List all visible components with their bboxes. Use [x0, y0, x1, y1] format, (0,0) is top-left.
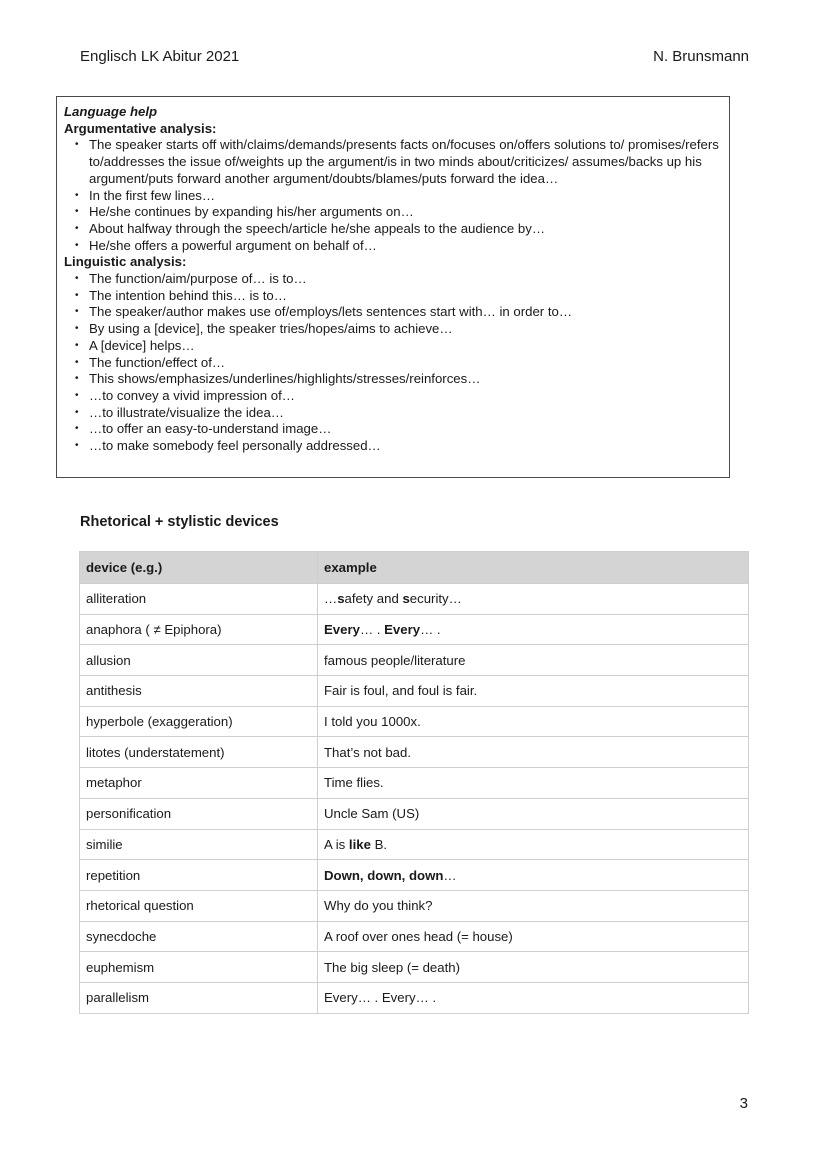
page-number: 3: [739, 1095, 748, 1112]
example-cell: [318, 798, 749, 829]
example-text: Time flies.: [324, 775, 384, 791]
example-text: A roof over ones head (= house): [324, 928, 513, 944]
device-cell: similie: [80, 829, 318, 860]
device-cell: synecdoche: [80, 921, 318, 952]
example-text: B.: [370, 836, 388, 852]
list-item: • The speaker starts off with/claims/demands/presents facts on/focuses on/offers solutions to/ promises/refers to/addresses the issue of/weights up the argument/is in two minds about/criticizes/ assumes/backs up his argument/puts forward another argument/doubts/blames/puts forward the idea…: [64, 137, 719, 187]
list-item: • …to illustrate/visualize the idea…: [64, 405, 719, 422]
table-row: [80, 614, 749, 645]
device-cell: parallelism: [80, 982, 318, 1013]
header-course-title: Englisch LK Abitur 2021: [80, 48, 240, 65]
device-cell: euphemism: [80, 952, 318, 983]
device-cell: personification: [80, 798, 318, 829]
example-cell: [318, 921, 749, 952]
list-item: • This shows/emphasizes/underlines/highlights/stresses/reinforces…: [64, 371, 719, 388]
argumentative-heading: Argumentative analysis:: [64, 120, 217, 136]
header-author: N. Brunsmann: [653, 48, 749, 65]
example-emphasis: Every: [384, 622, 421, 638]
device-cell: litotes (understatement): [80, 737, 318, 768]
example-cell: [318, 706, 749, 737]
device-cell: rhetorical question: [80, 890, 318, 921]
table-header-row: [80, 552, 749, 584]
table-row: [80, 768, 749, 799]
column-header-device: device (e.g.): [80, 552, 318, 584]
list-item: • The speaker/author makes use of/employs/lets sentences start with… in order to…: [64, 304, 719, 321]
linguistic-list: [64, 271, 719, 455]
table-row: [80, 921, 749, 952]
example-cell: [318, 614, 749, 645]
device-cell: anaphora ( ≠ Epiphora): [80, 614, 318, 645]
example-cell: [318, 645, 749, 676]
list-item: • …to convey a vivid impression of…: [64, 388, 719, 405]
list-item: • …to offer an easy-to-understand image…: [64, 421, 719, 438]
example-text: Every… . Every… .: [324, 990, 437, 1006]
example-text: That’s not bad.: [324, 744, 411, 760]
list-item: • …to make somebody feel personally addressed…: [64, 438, 719, 455]
example-cell: [318, 829, 749, 860]
list-item: • About halfway through the speech/article he/she appeals to the audience by…: [64, 221, 719, 238]
table-row: [80, 676, 749, 707]
device-cell: alliteration: [80, 584, 318, 615]
example-text: Fair is foul, and foul is fair.: [324, 683, 478, 699]
example-emphasis: Down, down, down: [324, 867, 444, 883]
table-row: [80, 952, 749, 983]
language-help-box: [56, 96, 730, 478]
device-cell: hyperbole (exaggeration): [80, 706, 318, 737]
linguistic-heading: Linguistic analysis:: [64, 254, 187, 270]
example-cell: [318, 584, 749, 615]
example-text: … .: [420, 622, 441, 638]
example-text: …: [324, 591, 338, 607]
example-text: The big sleep (= death): [324, 959, 460, 975]
example-text: I told you 1000x.: [324, 714, 421, 730]
example-text: afety and: [344, 591, 403, 607]
example-cell: [318, 860, 749, 891]
list-item: • A [device] helps…: [64, 338, 719, 355]
example-emphasis: s: [337, 591, 345, 607]
example-emphasis: Every: [324, 622, 360, 638]
list-item: • In the first few lines…: [64, 188, 719, 205]
list-item: • The function/effect of…: [64, 355, 719, 372]
example-cell: [318, 982, 749, 1013]
example-cell: [318, 890, 749, 921]
example-text: …: [443, 867, 457, 883]
table-row: [80, 982, 749, 1013]
example-cell: [318, 768, 749, 799]
example-cell: [318, 737, 749, 768]
device-cell: antithesis: [80, 676, 318, 707]
example-text: famous people/literature: [324, 652, 466, 668]
list-item: • He/she offers a powerful argument on behalf of…: [64, 238, 719, 255]
list-item: • The function/aim/purpose of… is to…: [64, 271, 719, 288]
example-cell: [318, 676, 749, 707]
list-item: • He/she continues by expanding his/her arguments on…: [64, 204, 719, 221]
column-header-example: example: [318, 552, 749, 584]
table-row: [80, 860, 749, 891]
table-row: [80, 798, 749, 829]
table-row: [80, 829, 749, 860]
table-row: [80, 645, 749, 676]
table-row: [80, 890, 749, 921]
example-text: Why do you think?: [324, 898, 433, 914]
example-text: ecurity…: [409, 591, 462, 607]
table-row: [80, 706, 749, 737]
example-text: Uncle Sam (US): [324, 806, 420, 822]
argumentative-list: [64, 137, 719, 254]
device-cell: allusion: [80, 645, 318, 676]
table-row: [80, 737, 749, 768]
list-item: • The intention behind this… is to…: [64, 288, 719, 305]
device-cell: repetition: [80, 860, 318, 891]
device-cell: metaphor: [80, 768, 318, 799]
devices-table: [79, 551, 749, 1014]
devices-heading: Rhetorical + stylistic devices: [80, 514, 279, 530]
language-help-title: Language help: [64, 104, 158, 119]
example-cell: [318, 952, 749, 983]
list-item: • By using a [device], the speaker tries/hopes/aims to achieve…: [64, 321, 719, 338]
example-emphasis: s: [402, 591, 410, 607]
example-emphasis: like: [348, 836, 371, 852]
table-row: [80, 584, 749, 615]
example-text: … .: [359, 622, 385, 638]
example-text: A is: [324, 836, 349, 852]
